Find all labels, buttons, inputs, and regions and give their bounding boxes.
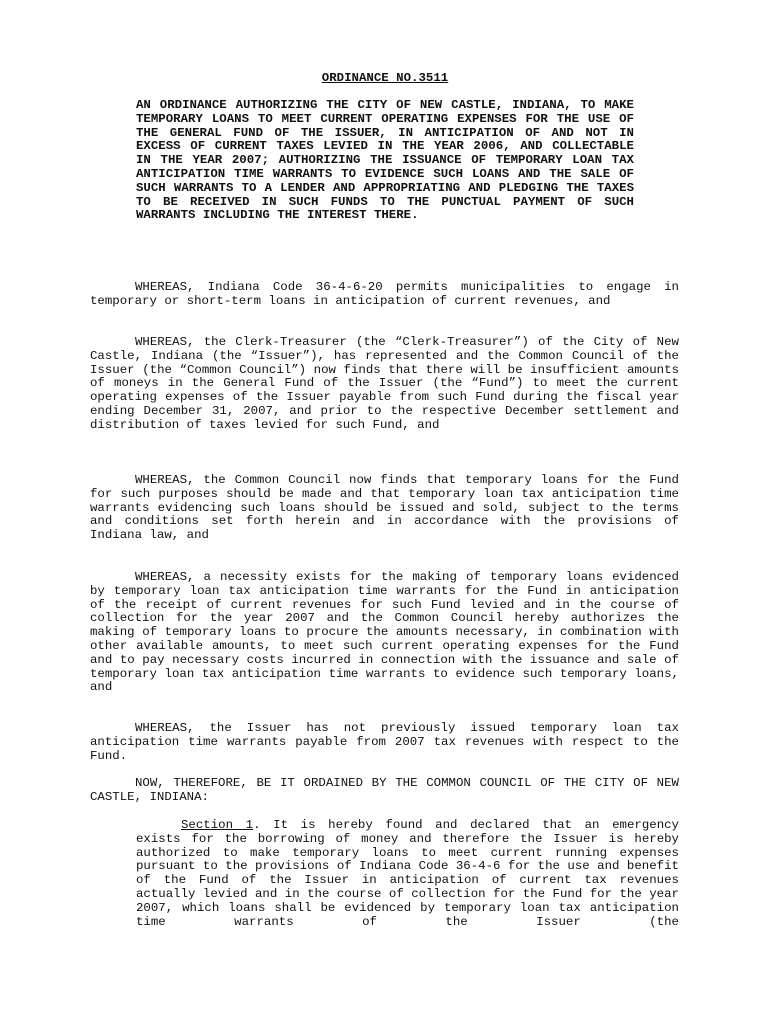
- ordinance-title-text: ORDINANCE NO.3511: [321, 71, 449, 85]
- ordained-paragraph: NOW, THEREFORE, BE IT ORDAINED BY THE COMMON COUNCIL OF THE CITY OF NEW CASTLE, INDIANA:: [90, 776, 679, 804]
- section-1-text: . It is hereby found and declared that an emergency exists for the borrowing of money and therefore the Issuer is hereby authorized to make temporary loans to meet current running expenses pursuant to the provisions of Indiana Code 36-4-6 for the use and benefit of the Fund of the Issuer in anticipation of current tax revenues actually levied and in the course of collection for the Fund for the year 2007, which loans shall be evidenced by temporary loan tax anticipation time warrants of the Issuer (the: [136, 818, 679, 929]
- ordinance-title: [0, 71, 770, 85]
- whereas-paragraph-3: WHEREAS, the Common Council now finds that temporary loans for the Fund for such purposes should be made and that temporary loan tax anticipation time warrants evidencing such loans should be issued and sold, subject to the terms and conditions set forth herein and in accordance with the provisions of Indiana law, and: [90, 473, 679, 543]
- whereas-paragraph-5: WHEREAS, the Issuer has not previously issued temporary loan tax anticipation time warrants payable from 2007 tax revenues with respect to the Fund.: [90, 721, 679, 763]
- section-1-label: Section 1: [181, 818, 254, 832]
- whereas-paragraph-4: WHEREAS, a necessity exists for the making of temporary loans evidenced by temporary loan tax anticipation time warrants for the Fund in anticipation of the receipt of current revenues for such Fund levied and in the course of collection for the year 2007 and the Common Council hereby authorizes the making of temporary loans to procure the amounts necessary, in combination with other available amounts, to meet such current operating expenses for the Fund and to pay necessary costs incurred in connection with the issuance and sale of temporary loan tax anticipation time warrants to evidence such temporary loans, and: [90, 570, 679, 695]
- section-1-paragraph: [136, 819, 679, 929]
- ordinance-caption: AN ORDINANCE AUTHORIZING THE CITY OF NEW CASTLE, INDIANA, TO MAKE TEMPORARY LOANS TO MEET CURRENT OPERATING EXPENSES FOR THE USE OF THE GENERAL FUND OF THE ISSUER, IN ANTICIPATION OF AND NOT IN EXCESS OF CURRENT TAXES LEVIED IN THE YEAR 2006, AND COLLECTABLE IN THE YEAR 2007; AUTHORIZING THE ISSUANCE OF TEMPORARY LOAN TAX ANTICIPATION TIME WARRANTS TO EVIDENCE SUCH LOANS AND THE SALE OF SUCH WARRANTS TO A LENDER AND APPROPRIATING AND PLEDGING THE TAXES TO BE RECEIVED IN SUCH FUNDS TO THE PUNCTUAL PAYMENT OF SUCH WARRANTS INCLUDING THE INTEREST THERE.: [136, 98, 634, 223]
- whereas-paragraph-2: WHEREAS, the Clerk-Treasurer (the “Clerk-Treasurer”) of the City of New Castle, Indiana (the “Issuer”), has represented and the Common Council of the Issuer (the “Common Council”) now finds that there will be insufficient amounts of moneys in the General Fund of the Issuer (the “Fund”) to meet the current operating expenses of the Issuer payable from such Fund during the fiscal year ending December 31, 2007, and prior to the respective December settlement and distribution of taxes levied for such Fund, and: [90, 335, 679, 432]
- whereas-paragraph-1: WHEREAS, Indiana Code 36-4-6-20 permits municipalities to engage in temporary or short-term loans in anticipation of current revenues, and: [90, 280, 679, 308]
